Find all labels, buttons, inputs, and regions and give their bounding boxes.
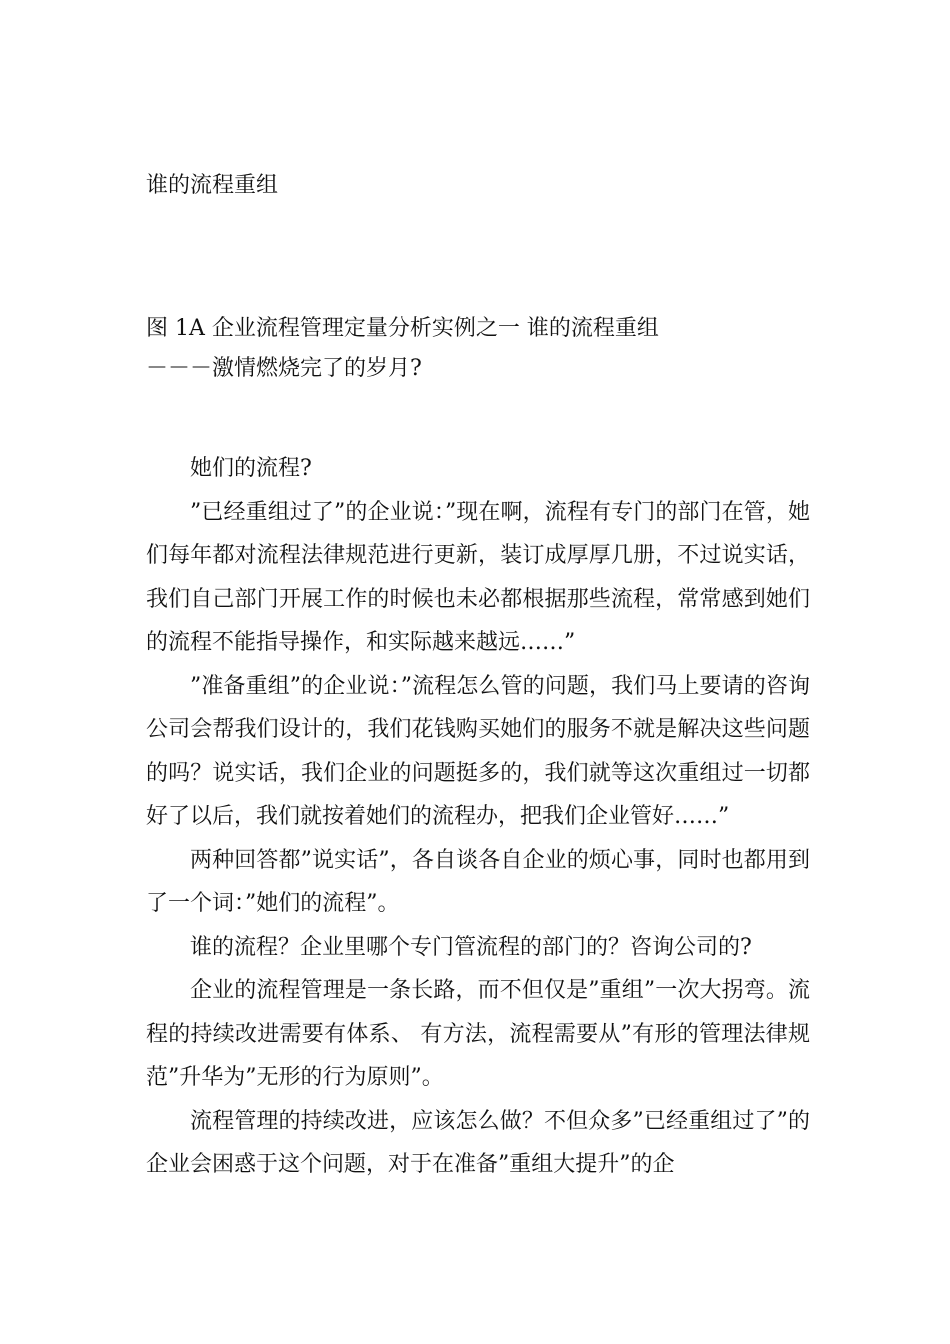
paragraph: 企业的流程管理是一条长路，而不但仅是”重组”一次大拐弯。流程的持续改进需要有体系、 有方法，流程需要从”有形的管理法律规范”升华为”无形的行为原则”。: [146, 978, 810, 1090]
paragraph: ”准备重组”的企业说：”流程怎么管的问题，我们马上要请的咨询公司会帮我们设计的，我们花钱购买她们的服务不就是解决这些问题的吗？说实话，我们企业的问题挺多的，我们就等这次重组过一切都好了以后，我们就按着她们的流程办，把我们企业管好……”: [146, 673, 810, 829]
paragraph: 流程管理的持续改进，应该怎么做？不但众多”已经重组过了”的企业会困惑于这个问题，对于在准备”重组大提升”的企: [146, 1108, 810, 1177]
document-title: 谁的流程重组: [146, 173, 279, 198]
figure-subtitle: －－－激情燃烧完了的岁月?: [146, 356, 422, 381]
paragraph: 谁的流程？企业里哪个专门管流程的部门的？咨询公司的?: [190, 934, 752, 960]
figure-caption: 图 1A 企业流程管理定量分析实例之一 谁的流程重组: [146, 316, 659, 341]
paragraph: ”已经重组过了”的企业说：”现在啊，流程有专门的部门在管，她们每年都对流程法律规范进行更新，装订成厚厚几册，不过说实话，我们自己部门开展工作的时候也未必都根据那些流程，常常感到她们的流程不能指导操作，和实际越来越远……”: [146, 499, 810, 655]
paragraph: 两种回答都”说实话”，各自谈各自企业的烦心事，同时也都用到了一个词：”她们的流程”。: [146, 847, 810, 916]
body-text: [146, 447, 810, 1187]
paragraph: 她们的流程?: [190, 456, 312, 481]
